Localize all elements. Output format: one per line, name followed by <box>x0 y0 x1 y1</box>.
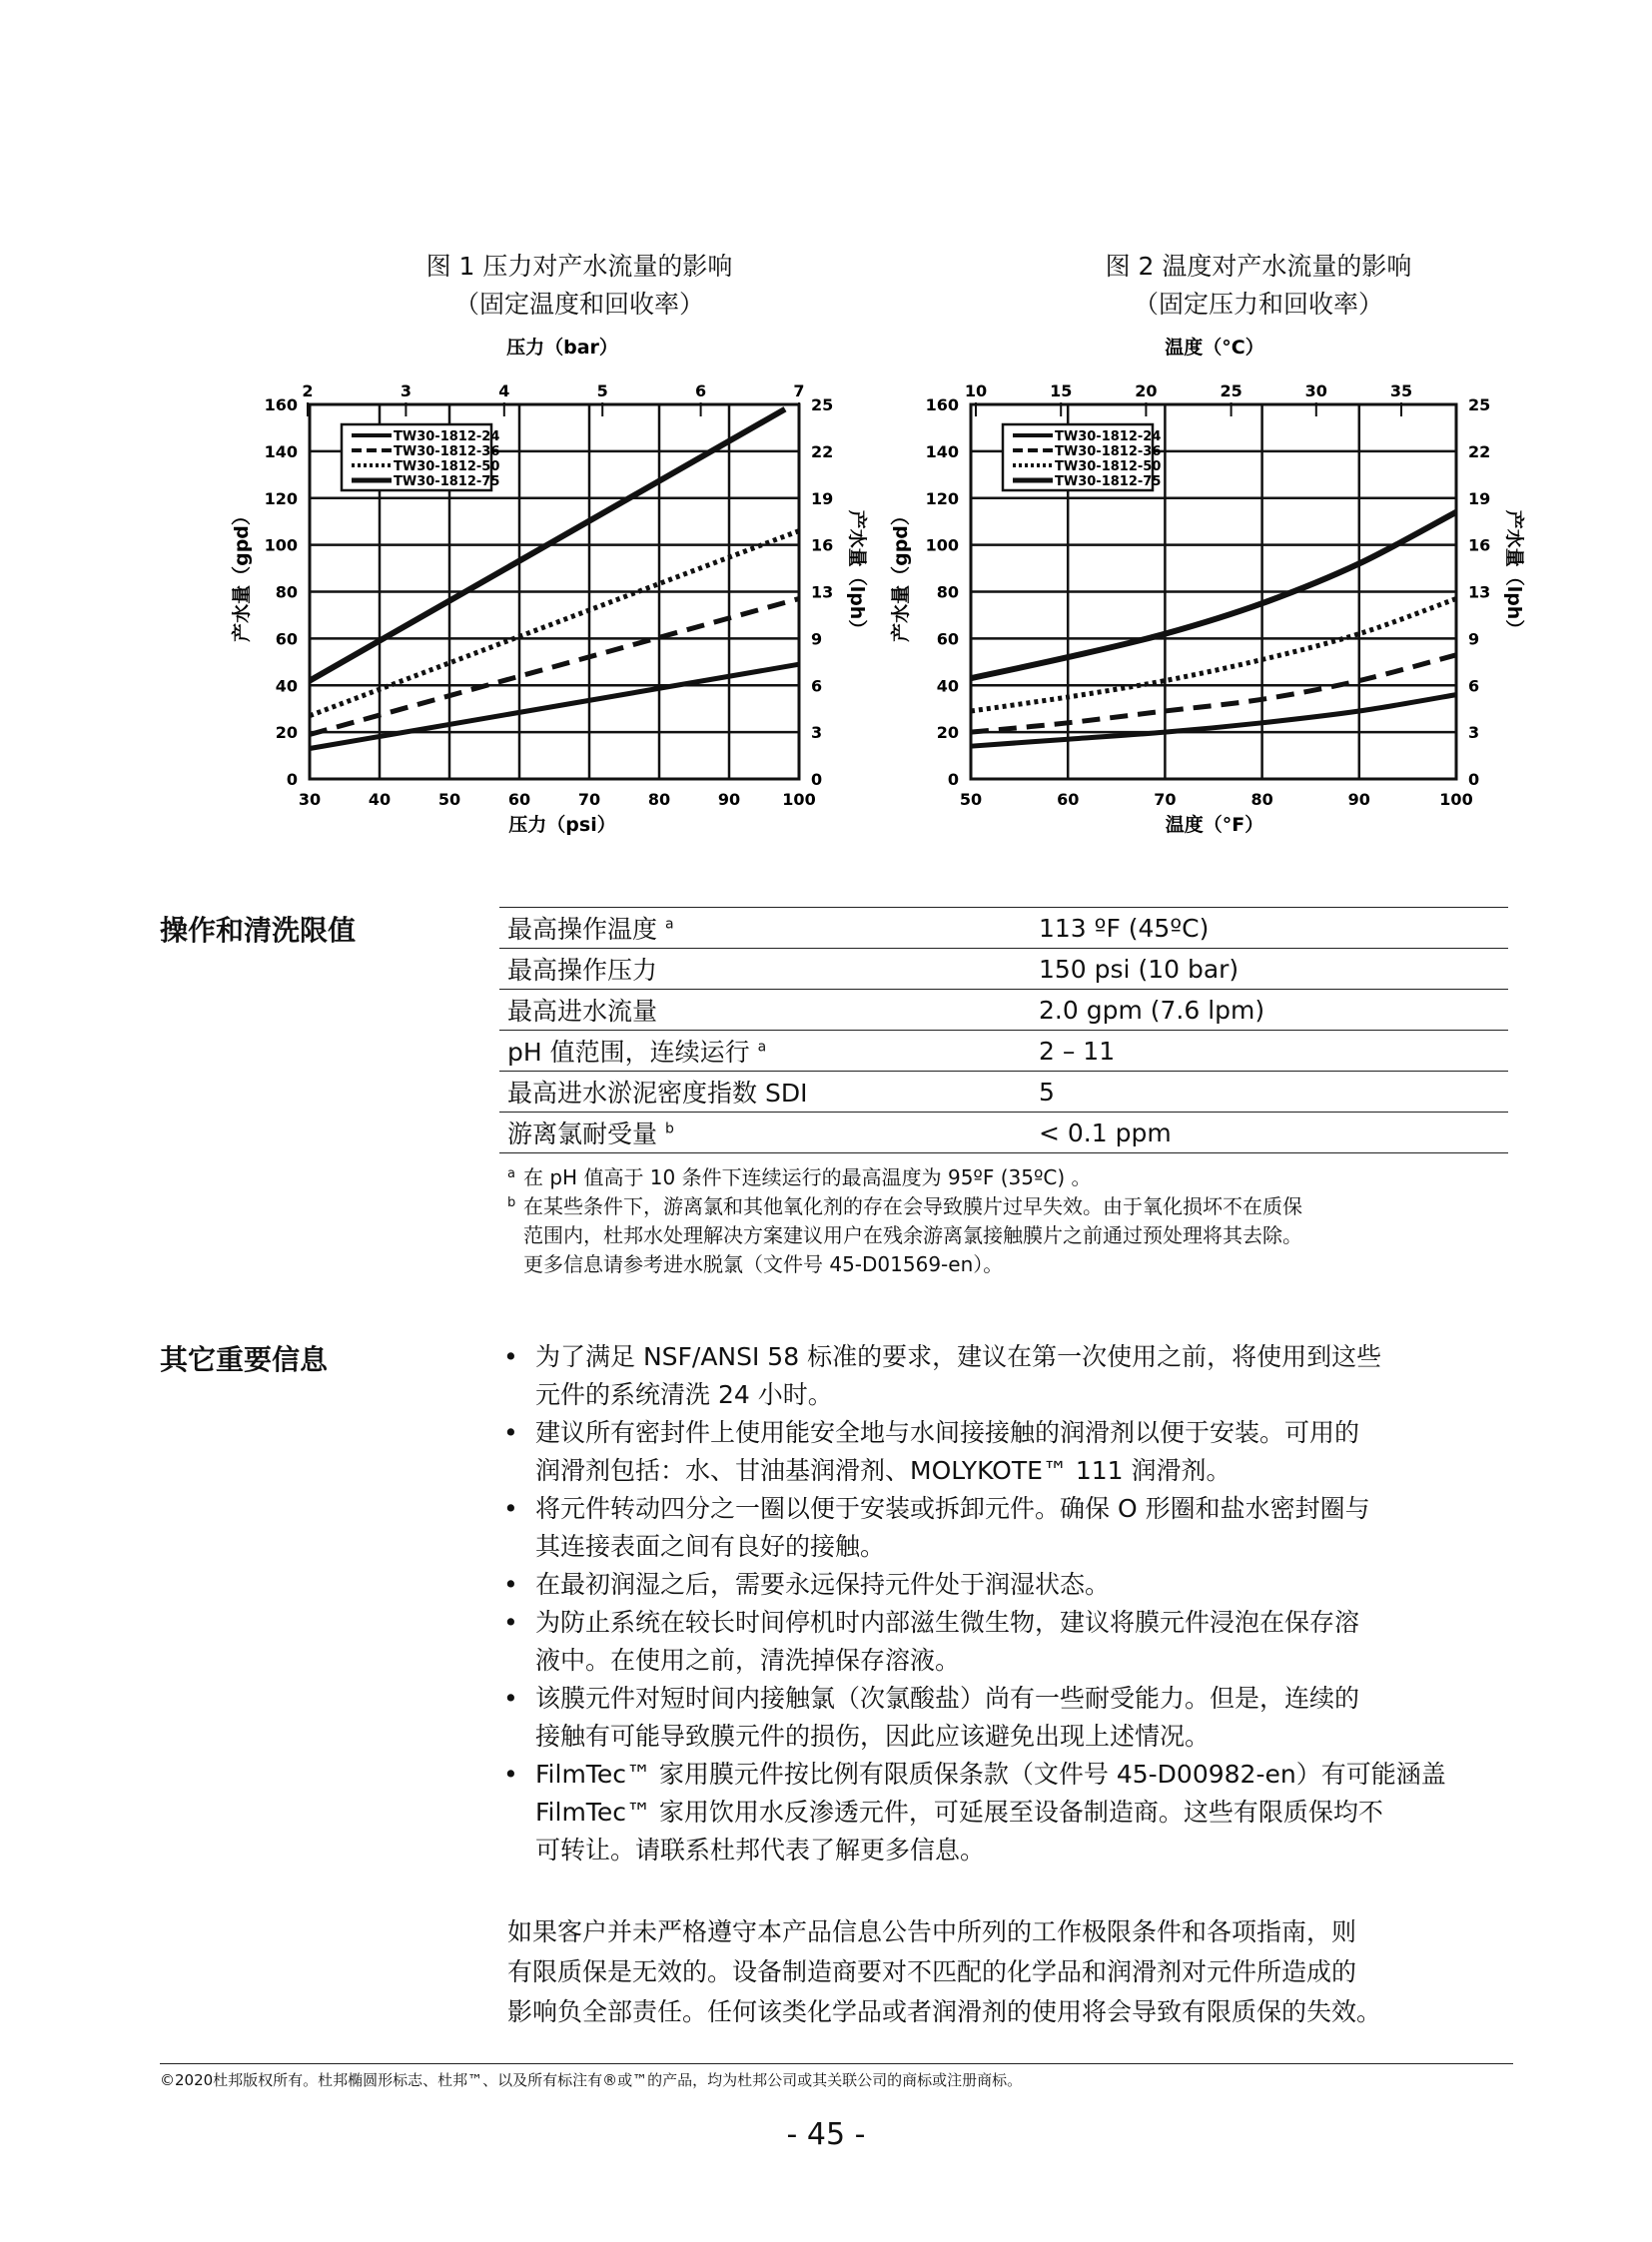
y2-tick-label: 6 <box>1468 676 1480 696</box>
y-tick-label: 80 <box>936 582 959 602</box>
x2-tick-label: 4 <box>498 381 510 400</box>
x-tick-label: 90 <box>717 790 741 809</box>
y-tick-label: 0 <box>286 770 298 789</box>
bullet-line: 为防止系统在较长时间停机时内部滋生微生物，建议将膜元件浸泡在保存溶 <box>535 1608 1360 1637</box>
footer-copyright: ©2020杜邦版权所有。杜邦椭圆形标志、杜邦™、以及所有标注有®或™的产品，均为杜邦公司或其关联公司的商标或注册商标。 <box>160 2071 1023 2089</box>
x-tick-label: 60 <box>507 790 531 809</box>
y-tick-label: 80 <box>275 582 298 602</box>
bullet-line: FilmTec™ 家用饮用水反渗透元件，可延展至设备制造商。这些有限质保均不 <box>535 1798 1383 1827</box>
bullet-icon: • <box>503 1760 518 1789</box>
limits-row <box>499 1072 1508 1113</box>
y2-tick-label: 13 <box>811 582 834 602</box>
info-bullet <box>499 1338 1518 1414</box>
y-tick-label: 20 <box>936 723 959 743</box>
y2-tick-label: 13 <box>1468 582 1491 602</box>
legend-entry: TW30-1812-75 <box>394 474 500 489</box>
temperature-flow-chart <box>879 330 1525 849</box>
x2-tick-label: 15 <box>1050 381 1073 400</box>
bullet-line: 在最初润湿之后，需要永远保持元件处于润湿状态。 <box>535 1570 1111 1599</box>
limit-label: 最高操作温度 $^a$ <box>499 908 1025 949</box>
chart2-bottom-axis-label: 温度（°F） <box>1165 814 1264 836</box>
x2-tick-label: 5 <box>596 381 608 400</box>
bullet-line: 液中。在使用之前，清洗掉保存溶液。 <box>535 1646 961 1675</box>
info-bullet <box>499 1604 1518 1680</box>
paragraph-line: 影响负全部责任。任何该类化学品或者润滑剂的使用将会导致有限质保的失效。 <box>507 1997 1382 2026</box>
x2-tick-label: 35 <box>1389 381 1413 400</box>
figure-1-title: 图 1 压力对产水流量的影响 <box>425 252 733 281</box>
y-tick-label: 160 <box>264 395 298 414</box>
y-tick-label: 160 <box>925 395 959 414</box>
legend-entry: TW30-1812-24 <box>394 429 500 444</box>
x-tick-label: 50 <box>437 790 461 809</box>
y-tick-label: 140 <box>925 441 959 461</box>
x2-tick-label: 6 <box>695 381 707 400</box>
other-info-bullets <box>499 1338 1518 1869</box>
y2-tick-label: 9 <box>811 629 823 649</box>
pressure-flow-chart <box>220 330 868 849</box>
footnote-line: b 在某些条件下，游离氯和其他氧化剂的存在会导致膜片过早失效。由于氧化损坏不在质保 <box>507 1192 1506 1221</box>
bullet-icon: • <box>503 1418 518 1447</box>
x-tick-label: 90 <box>1347 790 1370 809</box>
y-tick-label: 100 <box>925 535 959 555</box>
y-tick-label: 60 <box>936 629 959 649</box>
bullet-icon: • <box>503 1684 518 1713</box>
limit-label: 最高进水流量 <box>499 990 1025 1031</box>
footnote-line: 更多信息请参考进水脱氯（文件号 45-D01569-en）。 <box>523 1252 1004 1276</box>
chart1-top-axis-label: 压力（bar） <box>506 337 618 359</box>
y2-tick-label: 0 <box>811 770 823 789</box>
limit-label: 最高进水淤泥密度指数 SDI <box>499 1072 1025 1113</box>
y2-tick-label: 3 <box>1468 723 1480 743</box>
x-tick-label: 30 <box>298 790 322 809</box>
bullet-line: 可转让。请联系杜邦代表了解更多信息。 <box>535 1836 986 1865</box>
series-line-TW30-1812-24 <box>310 664 799 748</box>
series-line-TW30-1812-75 <box>971 512 1456 678</box>
y2-tick-label: 19 <box>811 488 834 508</box>
chart1-left-axis-label: 产水量（gpd） <box>231 506 253 642</box>
y-tick-label: 0 <box>947 770 959 789</box>
y2-tick-label: 0 <box>1468 770 1480 789</box>
chart2-right-axis-label: 产水量（lph） <box>1503 509 1525 639</box>
figure-2-title: 图 2 温度对产水流量的影响 <box>1105 252 1412 281</box>
limit-value: < 0.1 ppm <box>1025 1113 1508 1153</box>
footnote-marker: a <box>664 916 674 933</box>
series-line-TW30-1812-36 <box>310 599 799 735</box>
paragraph-line: 有限质保是无效的。设备制造商要对不匹配的化学品和润滑剂对元件所造成的 <box>507 1957 1357 1986</box>
y2-tick-label: 9 <box>1468 629 1480 649</box>
series-line-TW30-1812-50 <box>971 599 1456 712</box>
footnote-line: a 在 pH 值高于 10 条件下连续运行的最高温度为 95ºF (35ºC) 。 <box>507 1163 1506 1192</box>
limit-value: 150 psi (10 bar) <box>1025 949 1508 990</box>
limits-footnotes <box>507 1163 1506 1279</box>
bullet-icon: • <box>503 1494 518 1523</box>
bullet-icon: • <box>503 1342 518 1371</box>
y-tick-label: 120 <box>264 488 298 508</box>
series-line-TW30-1812-50 <box>310 531 799 716</box>
x-tick-label: 50 <box>959 790 983 809</box>
y2-tick-label: 19 <box>1468 488 1491 508</box>
footnote-marker: a <box>507 1166 515 1181</box>
y2-tick-label: 22 <box>811 441 834 461</box>
info-bullet <box>499 1566 1518 1604</box>
bullet-line: 为了满足 NSF/ANSI 58 标准的要求，建议在第一次使用之前，将使用到这些 <box>535 1342 1382 1371</box>
limits-row <box>499 1113 1508 1153</box>
x-tick-label: 80 <box>647 790 671 809</box>
limit-label: 最高操作压力 <box>499 949 1025 990</box>
y2-tick-label: 16 <box>811 535 834 555</box>
limits-row <box>499 908 1508 949</box>
x-tick-label: 40 <box>368 790 392 809</box>
x2-tick-label: 3 <box>400 381 412 400</box>
y-tick-label: 40 <box>936 676 959 696</box>
bullet-icon: • <box>503 1570 518 1599</box>
x2-tick-label: 30 <box>1304 381 1327 400</box>
x2-tick-label: 2 <box>302 381 314 400</box>
footnote-marker: b <box>664 1121 674 1137</box>
footnote-line: 范围内，杜邦水处理解决方案建议用户在残余游离氯接触膜片之前通过预处理将其去除。 <box>523 1223 1302 1247</box>
footnote-marker: b <box>507 1195 516 1210</box>
y-tick-label: 100 <box>264 535 298 555</box>
y2-tick-label: 6 <box>811 676 823 696</box>
x2-tick-label: 20 <box>1135 381 1158 400</box>
x-tick-label: 100 <box>1439 790 1473 809</box>
footnote-marker: a <box>757 1039 767 1056</box>
limits-heading: 操作和清洗限值 <box>160 914 357 947</box>
bullet-line: 润滑剂包括：水、甘油基润滑剂、MOLYKOTE™ 111 润滑剂。 <box>535 1456 1232 1485</box>
info-bullet <box>499 1756 1518 1869</box>
bullet-line: 将元件转动四分之一圈以便于安装或拆卸元件。确保 O 形圈和盐水密封圈与 <box>535 1494 1370 1523</box>
limit-value: 2 – 11 <box>1025 1031 1508 1072</box>
x2-tick-label: 25 <box>1220 381 1242 400</box>
limits-row <box>499 949 1508 990</box>
limits-row <box>499 990 1508 1031</box>
legend-entry: TW30-1812-50 <box>1055 459 1162 474</box>
bullet-icon: • <box>503 1608 518 1637</box>
figure-1-subtitle: （固定温度和回收率） <box>453 290 704 319</box>
legend-entry: TW30-1812-36 <box>1055 444 1162 459</box>
limits-row <box>499 1031 1508 1072</box>
info-bullet <box>499 1680 1518 1756</box>
y2-tick-label: 16 <box>1468 535 1491 555</box>
legend-entry: TW30-1812-50 <box>394 459 500 474</box>
x-tick-label: 70 <box>577 790 601 809</box>
chart2-top-axis-label: 温度（°C） <box>1165 337 1264 359</box>
figure-1-title-block <box>300 248 859 324</box>
figure-2-subtitle: （固定压力和回收率） <box>1133 290 1383 319</box>
info-bullet <box>499 1414 1518 1490</box>
limit-label: pH 值范围，连续运行 $^a$ <box>499 1031 1025 1072</box>
x-tick-label: 60 <box>1057 790 1080 809</box>
limit-value: 113 ºF (45ºC) <box>1025 908 1508 949</box>
warranty-paragraph <box>507 1912 1516 2032</box>
x-tick-label: 100 <box>782 790 816 809</box>
y-tick-label: 120 <box>925 488 959 508</box>
limits-table <box>499 907 1508 1153</box>
y2-tick-label: 25 <box>811 395 834 414</box>
chart1-right-axis-label: 产水量（lph） <box>846 509 868 639</box>
bullet-line: 建议所有密封件上使用能安全地与水间接接触的润滑剂以便于安装。可用的 <box>535 1418 1360 1447</box>
limit-value: 2.0 gpm (7.6 lpm) <box>1025 990 1508 1031</box>
limit-value: 5 <box>1025 1072 1508 1113</box>
y-tick-label: 60 <box>275 629 298 649</box>
x-tick-label: 80 <box>1250 790 1273 809</box>
chart1-bottom-axis-label: 压力（psi） <box>508 814 616 836</box>
bullet-line: 该膜元件对短时间内接触氯（次氯酸盐）尚有一些耐受能力。但是，连续的 <box>535 1684 1360 1713</box>
x2-tick-label: 7 <box>793 381 805 400</box>
y2-tick-label: 3 <box>811 723 823 743</box>
bullet-line: 元件的系统清洗 24 小时。 <box>535 1380 833 1409</box>
figure-2-title-block <box>979 248 1538 324</box>
x-tick-label: 70 <box>1154 790 1177 809</box>
legend-entry: TW30-1812-75 <box>1055 474 1162 489</box>
y2-tick-label: 22 <box>1468 441 1491 461</box>
bullet-line: 其连接表面之间有良好的接触。 <box>535 1532 886 1561</box>
bullet-line: 接触有可能导致膜元件的损伤，因此应该避免出现上述情况。 <box>535 1722 1211 1751</box>
y-tick-label: 40 <box>275 676 298 696</box>
footer-divider <box>160 2063 1513 2064</box>
page-number: - 45 - <box>786 2117 866 2152</box>
other-info-heading: 其它重要信息 <box>160 1343 329 1376</box>
legend-entry: TW30-1812-24 <box>1055 429 1162 444</box>
bullet-line: FilmTec™ 家用膜元件按比例有限质保条款（文件号 45-D00982-en）有可能涵盖 <box>535 1760 1446 1789</box>
y-tick-label: 140 <box>264 441 298 461</box>
legend-entry: TW30-1812-36 <box>394 444 500 459</box>
series-line-TW30-1812-36 <box>971 655 1456 732</box>
chart2-left-axis-label: 产水量（gpd） <box>890 506 912 642</box>
x2-tick-label: 10 <box>964 381 988 400</box>
limit-label: 游离氯耐受量 $^b$ <box>499 1113 1025 1153</box>
y-tick-label: 20 <box>275 723 298 743</box>
paragraph-line: 如果客户并未严格遵守本产品信息公告中所列的工作极限条件和各项指南，则 <box>507 1917 1357 1946</box>
y2-tick-label: 25 <box>1468 395 1491 414</box>
info-bullet <box>499 1490 1518 1566</box>
